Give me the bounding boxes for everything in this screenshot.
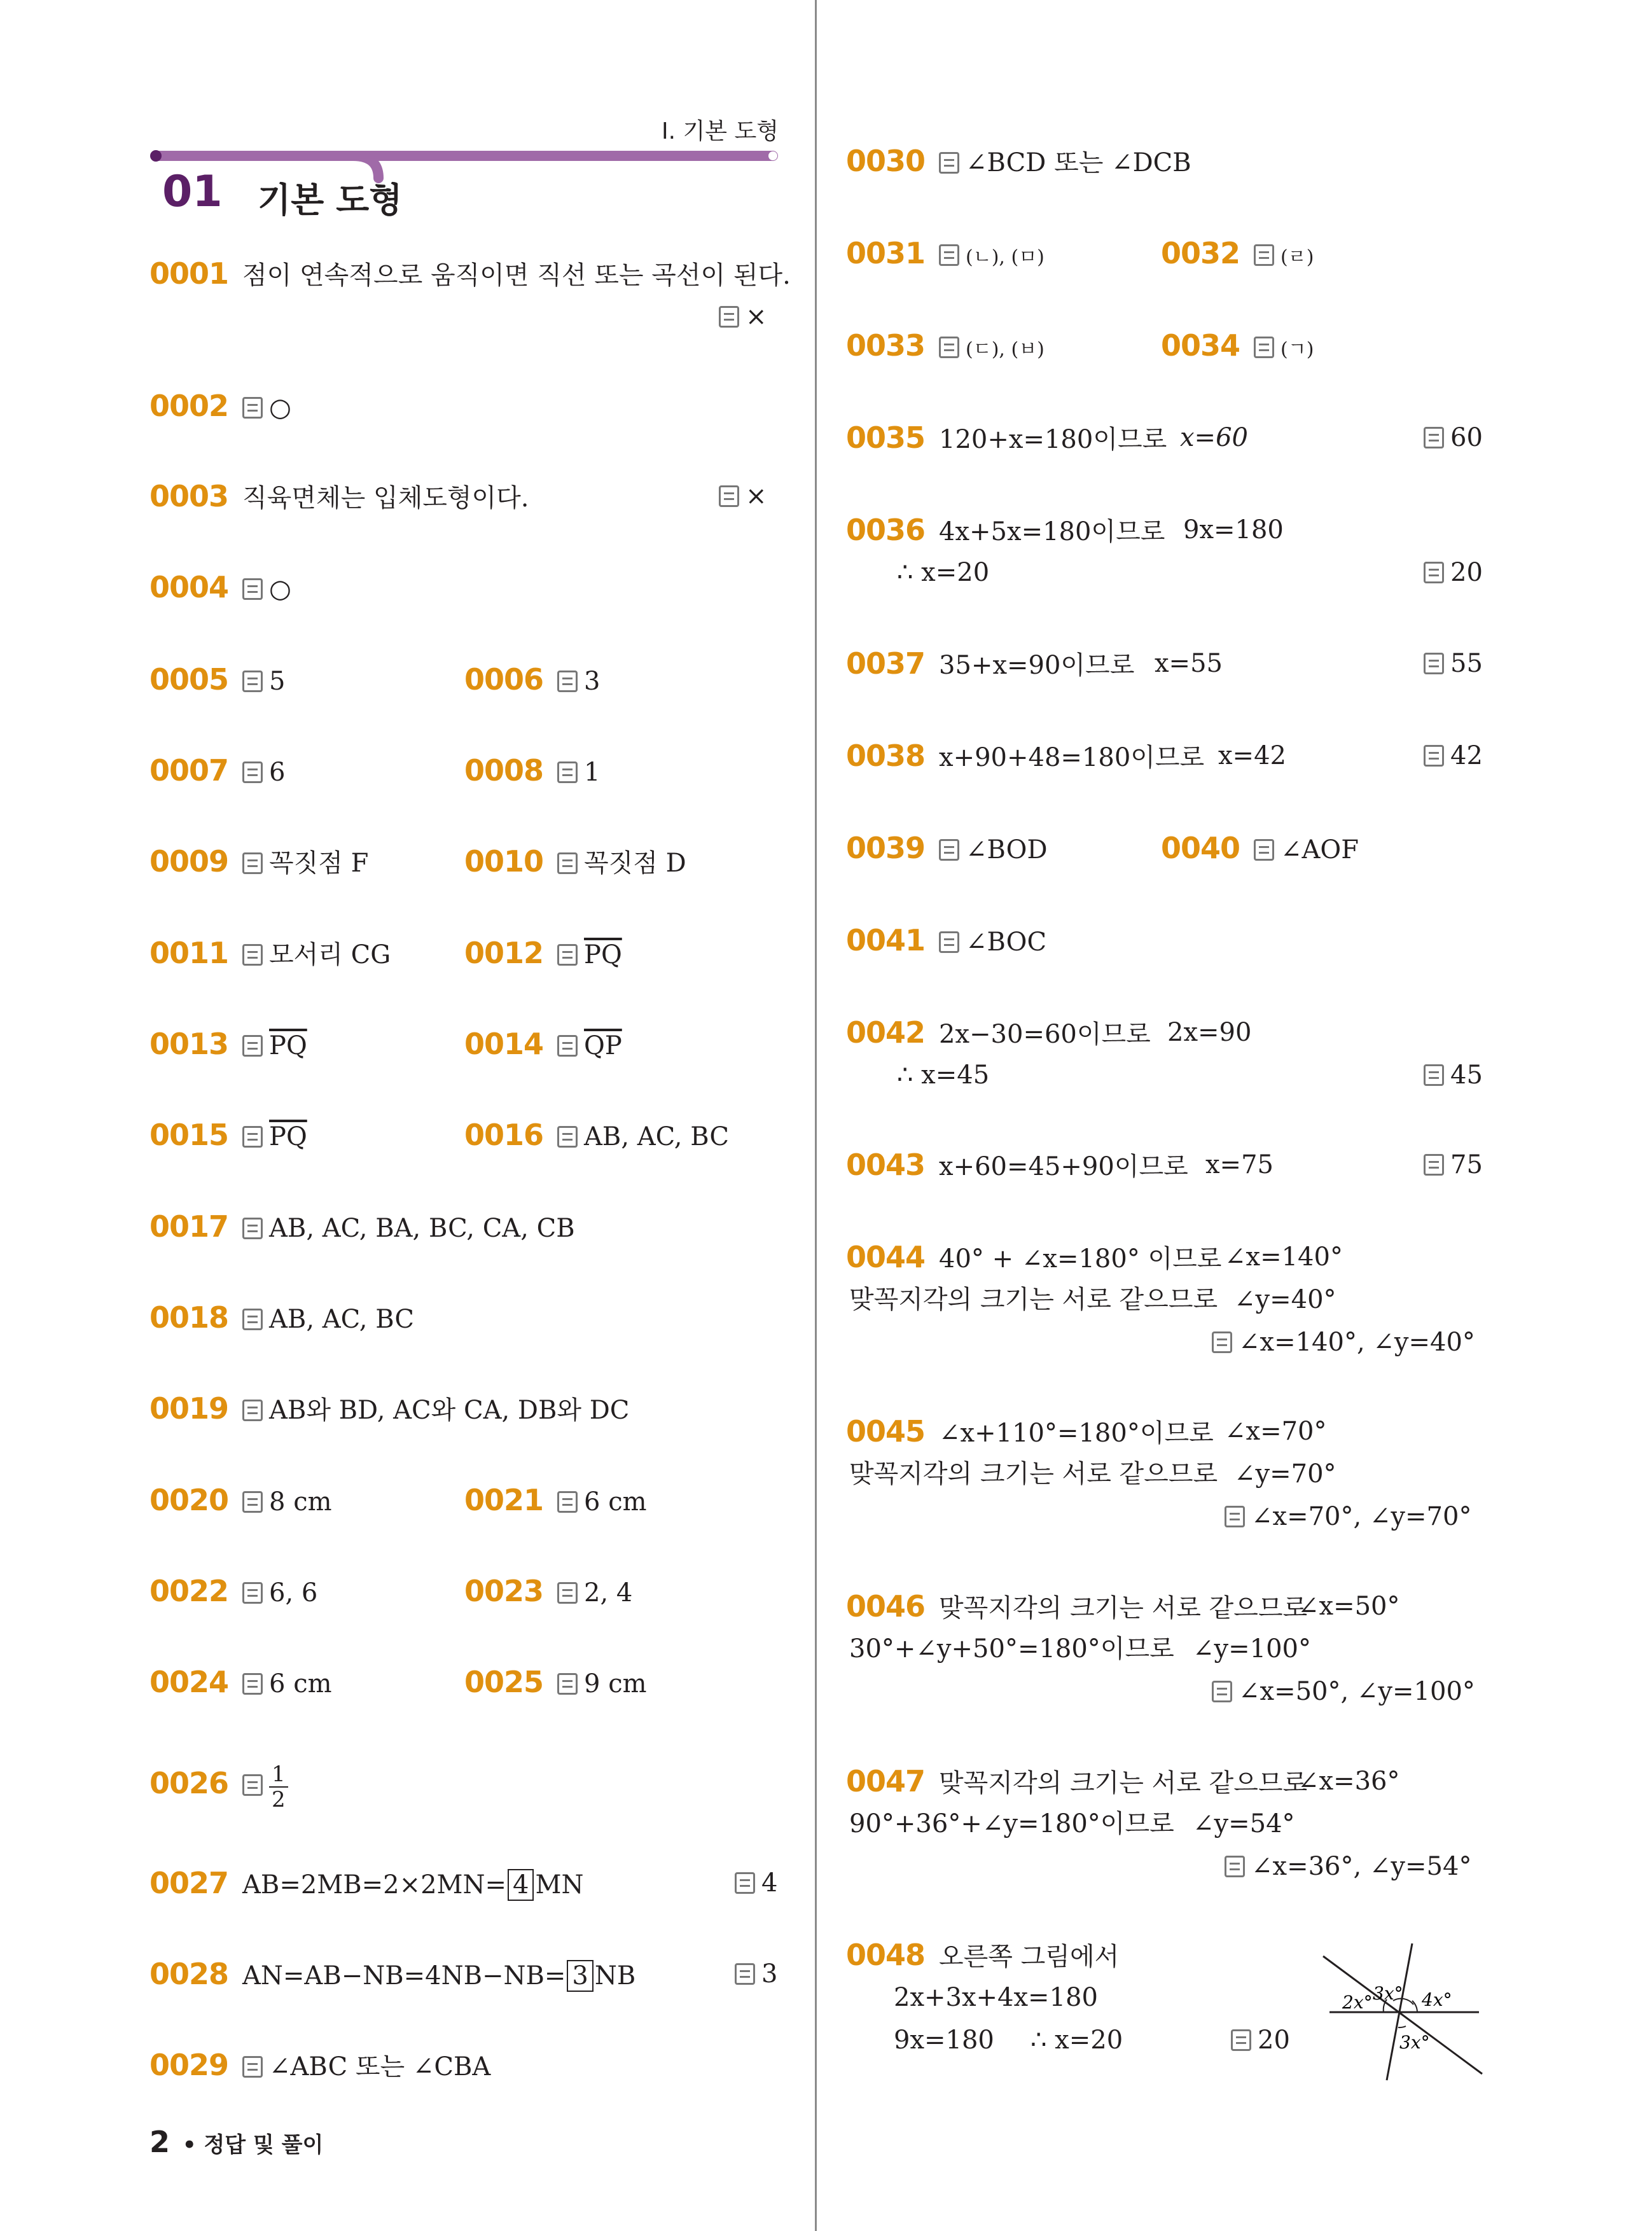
problem-0016: 0016 AB, AC, BC bbox=[464, 1118, 729, 1152]
problem-0026: 0026 $\frac{1}{2}$ bbox=[149, 1762, 288, 1812]
step-0044: ∠x=140° bbox=[1225, 1242, 1343, 1272]
fig-label-3x-bottom: 3x° bbox=[1399, 2032, 1430, 2053]
problem-0034: 0034 (ㄱ) bbox=[1161, 328, 1314, 363]
equation-0048: 2x+3x+4x=180 bbox=[894, 1983, 1098, 2012]
answer-icon bbox=[1254, 244, 1274, 266]
answer-icon bbox=[242, 671, 263, 692]
section-header-bar bbox=[143, 143, 786, 194]
problem-0004: 0004 ○ bbox=[149, 570, 291, 604]
answer-icon bbox=[1424, 1154, 1444, 1176]
page-footer: 2 • 정답 및 풀이 bbox=[149, 2125, 324, 2159]
answer-icon bbox=[1424, 562, 1444, 583]
answer-0036: 20 bbox=[1424, 555, 1483, 590]
answer-icon bbox=[735, 1872, 755, 1894]
answer-icon bbox=[242, 1035, 263, 1057]
step-0043: x=75 bbox=[1205, 1150, 1274, 1179]
reason-0044: 맞꼭지각의 크기는 서로 같으므로 bbox=[849, 1285, 1218, 1314]
angle-figure-0048 bbox=[1317, 1937, 1489, 2083]
problem-0030: 0030 ∠BCD 또는 ∠DCB bbox=[846, 144, 1191, 178]
answer-0035: 60 bbox=[1424, 420, 1483, 455]
answer-icon bbox=[1225, 1506, 1245, 1527]
answer-icon bbox=[939, 244, 959, 266]
step-0042: 2x=90 bbox=[1167, 1018, 1252, 1047]
step2-0046: ∠y=100° bbox=[1193, 1634, 1311, 1664]
problem-0041: 0041 ∠BOC bbox=[846, 923, 1047, 957]
chapter-label: Ⅰ. 기본 도형 bbox=[662, 118, 779, 144]
fig-label-3x-top: 3x° bbox=[1373, 1983, 1403, 2004]
answer-0043: 75 bbox=[1424, 1147, 1483, 1183]
step2-0045: ∠y=70° bbox=[1234, 1459, 1336, 1489]
problem-0040: 0040 ∠AOF bbox=[1161, 831, 1359, 865]
problem-0027: 0027 AB=2MB=2×2MN= 4 MN bbox=[149, 1866, 584, 1900]
answer-icon bbox=[557, 852, 578, 874]
problem-0013: 0013 $\overline{PQ}$ bbox=[149, 1027, 307, 1061]
answer-0028: 3 bbox=[735, 1956, 777, 1992]
problem-0010: 0010 꼭짓점 D bbox=[464, 844, 686, 879]
answer-icon bbox=[242, 1126, 263, 1148]
answer-icon bbox=[242, 852, 263, 874]
problem-0022: 0022 6, 6 bbox=[149, 1574, 318, 1608]
problem-0006: 0006 3 bbox=[464, 662, 600, 697]
answer-icon bbox=[557, 1126, 578, 1148]
problem-0012: 0012 $\overline{PQ}$ bbox=[464, 936, 622, 970]
answer-0044: ∠x=140°, ∠y=40° bbox=[1212, 1324, 1475, 1360]
step-0038: x=42 bbox=[1218, 741, 1286, 770]
problem-0043: 0043 x+60=45+90이므로 bbox=[846, 1148, 1188, 1182]
answer-icon bbox=[1212, 1331, 1232, 1353]
problem-0005: 0005 5 bbox=[149, 662, 286, 697]
answer-icon bbox=[1225, 1856, 1245, 1877]
answer-icon bbox=[242, 2056, 263, 2078]
answer-0037: 55 bbox=[1424, 646, 1483, 681]
problem-0047: 0047 맞꼭지각의 크기는 서로 같으므로 bbox=[846, 1764, 1308, 1798]
problem-0009: 0009 꼭짓점 F bbox=[149, 844, 369, 879]
section-number: 01 bbox=[162, 167, 223, 217]
problem-0018: 0018 AB, AC, BC bbox=[149, 1300, 414, 1335]
conclusion-0042: ∴ x=45 bbox=[897, 1060, 990, 1090]
problem-0033: 0033 (ㄷ), (ㅂ) bbox=[846, 328, 1045, 363]
step-0045: ∠x=70° bbox=[1225, 1417, 1327, 1446]
answer-icon bbox=[557, 944, 578, 966]
problem-0007: 0007 6 bbox=[149, 753, 286, 788]
problem-0039: 0039 ∠BOD bbox=[846, 831, 1048, 865]
answer-0048: 20 bbox=[1231, 2022, 1290, 2058]
problem-0045: 0045 ∠x+110°=180°이므로 bbox=[846, 1414, 1214, 1449]
answer-icon bbox=[719, 485, 739, 507]
problem-0028: 0028 AN=AB−NB=4NB−NB= 3 NB bbox=[149, 1957, 636, 1991]
problem-0046: 0046 맞꼭지각의 크기는 서로 같으므로 bbox=[846, 1589, 1308, 1623]
conclusion-0048: ∴ x=20 bbox=[1031, 2026, 1123, 2055]
answer-icon bbox=[939, 931, 959, 953]
answer-0001: × bbox=[719, 299, 767, 335]
answer-0047: ∠x=36°, ∠y=54° bbox=[1225, 1849, 1471, 1884]
problem-0044: 0044 40° + ∠x=180° 이므로 bbox=[846, 1240, 1222, 1274]
answer-icon bbox=[557, 1673, 578, 1695]
answer-icon bbox=[719, 306, 739, 328]
step2-0047: ∠y=54° bbox=[1193, 1809, 1295, 1838]
answer-icon bbox=[1424, 653, 1444, 674]
problem-0008: 0008 1 bbox=[464, 753, 600, 788]
answer-icon bbox=[1424, 745, 1444, 767]
problem-0020: 0020 8 cm bbox=[149, 1483, 332, 1517]
answer-0045: ∠x=70°, ∠y=70° bbox=[1225, 1499, 1471, 1534]
answer-icon bbox=[242, 1582, 263, 1604]
step2-0044: ∠y=40° bbox=[1234, 1285, 1336, 1314]
step-0046: ∠x=50° bbox=[1298, 1592, 1400, 1621]
answer-icon bbox=[557, 1582, 578, 1604]
step-0036: 9x=180 bbox=[1183, 515, 1284, 545]
problem-0003: 0003 직육면체는 입체도형이다. bbox=[149, 479, 529, 513]
answer-icon bbox=[242, 761, 263, 783]
answer-icon bbox=[242, 1774, 263, 1796]
answer-icon bbox=[557, 671, 578, 692]
problem-0035: 0035 120+x=180이므로 bbox=[846, 420, 1167, 455]
answer-icon bbox=[1424, 427, 1444, 448]
problem-0025: 0025 9 cm bbox=[464, 1665, 647, 1699]
answer-icon bbox=[1254, 839, 1274, 861]
answer-0042: 45 bbox=[1424, 1057, 1483, 1093]
problem-0014: 0014 $\overline{QP}$ bbox=[464, 1027, 622, 1061]
reason-0047: 90°+36°+∠y=180°이므로 bbox=[849, 1809, 1174, 1838]
problem-0011: 0011 모서리 CG bbox=[149, 936, 391, 970]
answer-icon bbox=[1231, 2029, 1251, 2051]
problem-0002: 0002 ○ bbox=[149, 389, 291, 423]
fraction: $\frac{1}{2}$ bbox=[269, 1762, 288, 1812]
problem-0001: 0001 점이 연속적으로 움직이면 직선 또는 곡선이 된다. bbox=[149, 256, 791, 291]
answer-0038: 42 bbox=[1424, 738, 1483, 774]
fig-label-2x: 2x° bbox=[1342, 1992, 1373, 2013]
answer-icon bbox=[242, 1218, 263, 1239]
answer-icon bbox=[939, 839, 959, 861]
problem-0038: 0038 x+90+48=180이므로 bbox=[846, 739, 1205, 773]
answer-icon bbox=[1212, 1681, 1232, 1702]
answer-icon bbox=[242, 1309, 263, 1330]
answer-0003: × bbox=[719, 478, 767, 514]
problem-0024: 0024 6 cm bbox=[149, 1665, 332, 1699]
problem-0036: 0036 4x+5x=180이므로 bbox=[846, 513, 1165, 547]
answer-0027: 4 bbox=[735, 1865, 777, 1901]
answer-icon bbox=[242, 1673, 263, 1695]
conclusion-0036: ∴ x=20 bbox=[897, 558, 990, 587]
problem-0017: 0017 AB, AC, BA, BC, CA, CB bbox=[149, 1209, 575, 1244]
answer-icon bbox=[242, 1400, 263, 1421]
problem-0019: 0019 AB와 BD, AC와 CA, DB와 DC bbox=[149, 1391, 630, 1426]
problem-0048: 0048 오른쪽 그림에서 bbox=[846, 1938, 1120, 1972]
problem-0029: 0029 ∠ABC 또는 ∠CBA bbox=[149, 2048, 491, 2082]
answer-icon bbox=[557, 761, 578, 783]
problem-0042: 0042 2x−30=60이므로 bbox=[846, 1015, 1151, 1050]
problem-0021: 0021 6 cm bbox=[464, 1483, 647, 1517]
answer-0046: ∠x=50°, ∠y=100° bbox=[1212, 1674, 1475, 1709]
problem-0037: 0037 35+x=90이므로 bbox=[846, 646, 1135, 681]
answer-icon bbox=[1254, 337, 1274, 358]
answer-icon bbox=[939, 337, 959, 358]
section-title: 기본 도형 bbox=[258, 180, 403, 220]
answer-icon bbox=[939, 152, 959, 174]
fig-label-4x: 4x° bbox=[1422, 1989, 1452, 2010]
step-0037: x=55 bbox=[1155, 649, 1223, 678]
problem-0023: 0023 2, 4 bbox=[464, 1574, 633, 1608]
answer-icon bbox=[242, 578, 263, 600]
step-0048: 9x=180 bbox=[894, 2026, 994, 2055]
reason-0045: 맞꼭지각의 크기는 서로 같으므로 bbox=[849, 1459, 1218, 1489]
problem-0031: 0031 (ㄴ), (ㅁ) bbox=[846, 236, 1045, 270]
column-divider bbox=[815, 0, 817, 2231]
reason-0046: 30°+∠y+50°=180°이므로 bbox=[849, 1634, 1174, 1664]
answer-icon bbox=[242, 944, 263, 966]
problem-0032: 0032 (ㄹ) bbox=[1161, 236, 1314, 270]
answer-icon bbox=[242, 397, 263, 419]
step-0035: x=60 bbox=[1180, 423, 1248, 452]
answer-icon bbox=[557, 1491, 578, 1513]
problem-0015: 0015 $\overline{PQ}$ bbox=[149, 1118, 307, 1152]
answer-icon bbox=[735, 1963, 755, 1985]
answer-icon bbox=[242, 1491, 263, 1513]
step-0047: ∠x=36° bbox=[1298, 1767, 1400, 1796]
answer-icon bbox=[1424, 1064, 1444, 1086]
answer-icon bbox=[557, 1035, 578, 1057]
